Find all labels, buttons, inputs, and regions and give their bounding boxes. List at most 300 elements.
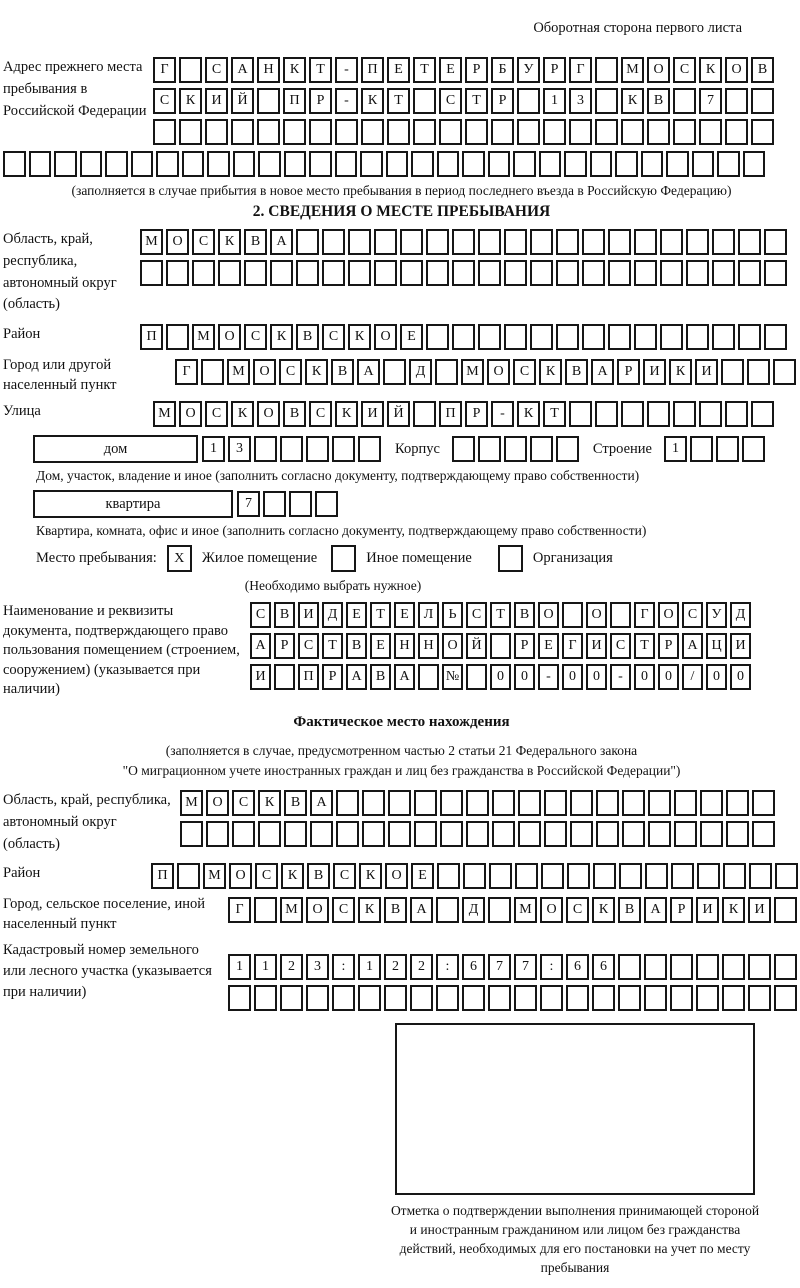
char-cell[interactable]: 1 — [228, 954, 251, 980]
char-cell[interactable] — [518, 821, 541, 847]
char-cell[interactable]: У — [517, 57, 540, 83]
char-cell[interactable]: С — [673, 57, 696, 83]
char-cell[interactable] — [439, 119, 462, 145]
char-cell[interactable]: П — [298, 664, 319, 690]
char-cell[interactable] — [644, 985, 667, 1011]
char-cell[interactable] — [360, 151, 383, 177]
char-cell[interactable]: С — [513, 359, 536, 385]
char-cell[interactable] — [504, 260, 527, 286]
char-cell[interactable] — [205, 119, 228, 145]
char-cell[interactable] — [673, 88, 696, 114]
char-cell[interactable] — [556, 324, 579, 350]
char-cell[interactable]: 0 — [658, 664, 679, 690]
char-cell[interactable]: 2 — [384, 954, 407, 980]
char-cell[interactable]: Е — [370, 633, 391, 659]
char-cell[interactable] — [400, 229, 423, 255]
char-cell[interactable]: Т — [543, 401, 566, 427]
char-cell[interactable] — [610, 602, 631, 628]
char-cell[interactable] — [388, 821, 411, 847]
char-cell[interactable] — [452, 260, 475, 286]
char-cell[interactable] — [721, 359, 744, 385]
char-cell[interactable]: : — [436, 954, 459, 980]
char-cell[interactable]: М — [280, 897, 303, 923]
char-cell[interactable] — [388, 790, 411, 816]
char-cell[interactable] — [348, 229, 371, 255]
char-cell[interactable]: В — [751, 57, 774, 83]
char-cell[interactable]: К — [361, 88, 384, 114]
char-cell[interactable] — [182, 151, 205, 177]
char-cell[interactable] — [530, 324, 553, 350]
char-cell[interactable]: Т — [465, 88, 488, 114]
char-cell[interactable] — [258, 821, 281, 847]
char-cell[interactable] — [530, 436, 553, 462]
char-cell[interactable] — [489, 863, 512, 889]
char-cell[interactable] — [738, 229, 761, 255]
char-cell[interactable] — [426, 260, 449, 286]
char-cell[interactable] — [726, 790, 749, 816]
char-cell[interactable]: Л — [418, 602, 439, 628]
char-cell[interactable]: Е — [538, 633, 559, 659]
char-cell[interactable]: Р — [514, 633, 535, 659]
char-cell[interactable]: - — [538, 664, 559, 690]
char-cell[interactable] — [570, 821, 593, 847]
char-cell[interactable] — [436, 985, 459, 1011]
char-cell[interactable] — [582, 260, 605, 286]
char-cell[interactable] — [492, 821, 515, 847]
char-cell[interactable]: : — [332, 954, 355, 980]
char-cell[interactable] — [54, 151, 77, 177]
char-cell[interactable] — [478, 260, 501, 286]
char-cell[interactable] — [764, 260, 787, 286]
char-cell[interactable]: Н — [418, 633, 439, 659]
char-cell[interactable]: С — [309, 401, 332, 427]
char-cell[interactable] — [358, 985, 381, 1011]
char-cell[interactable]: 3 — [569, 88, 592, 114]
char-cell[interactable] — [670, 985, 693, 1011]
char-cell[interactable] — [726, 821, 749, 847]
char-cell[interactable] — [504, 436, 527, 462]
char-cell[interactable] — [723, 863, 746, 889]
char-cell[interactable] — [748, 954, 771, 980]
char-cell[interactable]: М — [180, 790, 203, 816]
char-cell[interactable] — [725, 119, 748, 145]
char-cell[interactable] — [738, 324, 761, 350]
char-cell[interactable] — [647, 119, 670, 145]
char-cell[interactable] — [716, 436, 739, 462]
char-cell[interactable] — [596, 821, 619, 847]
char-cell[interactable] — [233, 151, 256, 177]
char-cell[interactable] — [179, 57, 202, 83]
char-cell[interactable] — [383, 359, 406, 385]
char-cell[interactable] — [738, 260, 761, 286]
char-cell[interactable]: К — [348, 324, 371, 350]
char-cell[interactable] — [280, 985, 303, 1011]
char-cell[interactable]: Е — [411, 863, 434, 889]
char-cell[interactable] — [518, 790, 541, 816]
char-cell[interactable] — [618, 954, 641, 980]
char-cell[interactable] — [774, 897, 797, 923]
char-cell[interactable]: О — [218, 324, 241, 350]
char-cell[interactable] — [452, 324, 475, 350]
char-cell[interactable]: Р — [274, 633, 295, 659]
char-cell[interactable]: В — [296, 324, 319, 350]
char-cell[interactable] — [541, 863, 564, 889]
char-cell[interactable]: Г — [562, 633, 583, 659]
char-cell[interactable] — [619, 863, 642, 889]
char-cell[interactable] — [539, 151, 562, 177]
char-cell[interactable] — [764, 229, 787, 255]
char-cell[interactable]: О — [306, 897, 329, 923]
char-cell[interactable]: Р — [670, 897, 693, 923]
char-cell[interactable]: К — [722, 897, 745, 923]
char-cell[interactable]: Т — [490, 602, 511, 628]
char-cell[interactable] — [306, 985, 329, 1011]
char-cell[interactable] — [232, 821, 255, 847]
char-cell[interactable] — [674, 821, 697, 847]
char-cell[interactable] — [747, 359, 770, 385]
char-cell[interactable] — [437, 863, 460, 889]
char-cell[interactable] — [490, 633, 511, 659]
char-cell[interactable]: Г — [228, 897, 251, 923]
char-cell[interactable]: 2 — [280, 954, 303, 980]
char-cell[interactable] — [608, 229, 631, 255]
char-cell[interactable] — [466, 821, 489, 847]
char-cell[interactable] — [386, 151, 409, 177]
char-cell[interactable] — [751, 119, 774, 145]
char-cell[interactable] — [462, 151, 485, 177]
char-cell[interactable]: Й — [387, 401, 410, 427]
char-cell[interactable]: В — [514, 602, 535, 628]
char-cell[interactable] — [436, 897, 459, 923]
char-cell[interactable]: В — [565, 359, 588, 385]
char-cell[interactable] — [274, 664, 295, 690]
char-cell[interactable] — [774, 985, 797, 1011]
char-cell[interactable] — [530, 229, 553, 255]
char-cell[interactable] — [201, 359, 224, 385]
char-cell[interactable] — [207, 151, 230, 177]
char-cell[interactable]: В — [274, 602, 295, 628]
char-cell[interactable]: - — [491, 401, 514, 427]
char-cell[interactable] — [634, 229, 657, 255]
char-cell[interactable]: Г — [634, 602, 655, 628]
char-cell[interactable]: А — [357, 359, 380, 385]
char-cell[interactable]: А — [682, 633, 703, 659]
char-cell[interactable] — [413, 88, 436, 114]
char-cell[interactable] — [564, 151, 587, 177]
char-cell[interactable]: Р — [322, 664, 343, 690]
char-cell[interactable]: И — [361, 401, 384, 427]
char-cell[interactable] — [504, 324, 527, 350]
char-cell[interactable] — [131, 151, 154, 177]
char-cell[interactable] — [153, 119, 176, 145]
char-cell[interactable] — [361, 119, 384, 145]
char-cell[interactable]: И — [586, 633, 607, 659]
char-cell[interactable]: 7 — [514, 954, 537, 980]
char-cell[interactable] — [530, 260, 553, 286]
char-cell[interactable]: - — [610, 664, 631, 690]
char-cell[interactable]: В — [244, 229, 267, 255]
char-cell[interactable]: С — [192, 229, 215, 255]
char-cell[interactable]: С — [250, 602, 271, 628]
char-cell[interactable] — [463, 863, 486, 889]
char-cell[interactable]: О — [257, 401, 280, 427]
char-cell[interactable]: И — [748, 897, 771, 923]
char-cell[interactable]: П — [151, 863, 174, 889]
char-cell[interactable]: Й — [466, 633, 487, 659]
char-cell[interactable] — [263, 491, 286, 517]
char-cell[interactable]: А — [310, 790, 333, 816]
char-cell[interactable] — [582, 324, 605, 350]
char-cell[interactable] — [413, 401, 436, 427]
char-cell[interactable]: С — [153, 88, 176, 114]
char-cell[interactable]: А — [270, 229, 293, 255]
char-cell[interactable] — [622, 790, 645, 816]
char-cell[interactable]: С — [566, 897, 589, 923]
char-cell[interactable]: 0 — [706, 664, 727, 690]
char-cell[interactable] — [544, 790, 567, 816]
char-cell[interactable] — [621, 119, 644, 145]
char-cell[interactable]: О — [586, 602, 607, 628]
char-cell[interactable] — [206, 821, 229, 847]
char-cell[interactable]: Т — [322, 633, 343, 659]
char-cell[interactable]: К — [179, 88, 202, 114]
char-cell[interactable] — [362, 821, 385, 847]
char-cell[interactable]: 1 — [543, 88, 566, 114]
organizaciya-checkbox[interactable] — [498, 545, 523, 572]
char-cell[interactable]: О — [374, 324, 397, 350]
char-cell[interactable] — [466, 790, 489, 816]
char-cell[interactable]: К — [335, 401, 358, 427]
char-cell[interactable] — [692, 151, 715, 177]
char-cell[interactable] — [725, 88, 748, 114]
char-cell[interactable]: Г — [569, 57, 592, 83]
char-cell[interactable] — [774, 954, 797, 980]
zhiloe-checkbox[interactable]: X — [167, 545, 192, 572]
char-cell[interactable] — [413, 119, 436, 145]
char-cell[interactable]: С — [466, 602, 487, 628]
char-cell[interactable] — [686, 229, 709, 255]
char-cell[interactable]: М — [461, 359, 484, 385]
char-cell[interactable]: Б — [491, 57, 514, 83]
char-cell[interactable] — [488, 985, 511, 1011]
char-cell[interactable]: К — [258, 790, 281, 816]
char-cell[interactable] — [384, 985, 407, 1011]
char-cell[interactable]: В — [384, 897, 407, 923]
char-cell[interactable] — [712, 229, 735, 255]
char-cell[interactable] — [418, 664, 439, 690]
char-cell[interactable]: М — [192, 324, 215, 350]
char-cell[interactable] — [648, 821, 671, 847]
char-cell[interactable]: Е — [394, 602, 415, 628]
char-cell[interactable] — [231, 119, 254, 145]
char-cell[interactable] — [310, 821, 333, 847]
char-cell[interactable]: К — [270, 324, 293, 350]
char-cell[interactable]: Н — [257, 57, 280, 83]
char-cell[interactable]: С — [610, 633, 631, 659]
char-cell[interactable]: О — [487, 359, 510, 385]
char-cell[interactable]: И — [643, 359, 666, 385]
char-cell[interactable] — [712, 324, 735, 350]
char-cell[interactable]: В — [370, 664, 391, 690]
char-cell[interactable]: : — [540, 954, 563, 980]
char-cell[interactable]: 0 — [562, 664, 583, 690]
char-cell[interactable] — [254, 985, 277, 1011]
char-cell[interactable]: П — [439, 401, 462, 427]
char-cell[interactable] — [192, 260, 215, 286]
char-cell[interactable]: 7 — [237, 491, 260, 517]
char-cell[interactable] — [426, 324, 449, 350]
char-cell[interactable] — [700, 790, 723, 816]
char-cell[interactable] — [488, 151, 511, 177]
char-cell[interactable]: 6 — [566, 954, 589, 980]
char-cell[interactable] — [29, 151, 52, 177]
char-cell[interactable]: Т — [309, 57, 332, 83]
char-cell[interactable] — [440, 790, 463, 816]
char-cell[interactable] — [615, 151, 638, 177]
char-cell[interactable] — [504, 229, 527, 255]
char-cell[interactable]: Р — [658, 633, 679, 659]
char-cell[interactable]: 3 — [228, 436, 251, 462]
char-cell[interactable]: 6 — [592, 954, 615, 980]
char-cell[interactable] — [540, 985, 563, 1011]
char-cell[interactable]: С — [322, 324, 345, 350]
char-cell[interactable] — [556, 436, 579, 462]
char-cell[interactable] — [257, 88, 280, 114]
char-cell[interactable]: - — [335, 57, 358, 83]
char-cell[interactable]: О — [253, 359, 276, 385]
char-cell[interactable]: С — [332, 897, 355, 923]
char-cell[interactable] — [296, 260, 319, 286]
char-cell[interactable] — [309, 119, 332, 145]
char-cell[interactable]: М — [140, 229, 163, 255]
char-cell[interactable] — [322, 260, 345, 286]
char-cell[interactable] — [712, 260, 735, 286]
char-cell[interactable] — [435, 359, 458, 385]
char-cell[interactable] — [671, 863, 694, 889]
char-cell[interactable]: Р — [309, 88, 332, 114]
char-cell[interactable] — [517, 119, 540, 145]
char-cell[interactable] — [618, 985, 641, 1011]
char-cell[interactable] — [700, 821, 723, 847]
char-cell[interactable]: И — [250, 664, 271, 690]
char-cell[interactable]: А — [231, 57, 254, 83]
char-cell[interactable] — [284, 151, 307, 177]
char-cell[interactable]: 0 — [730, 664, 751, 690]
char-cell[interactable] — [566, 985, 589, 1011]
char-cell[interactable]: 1 — [254, 954, 277, 980]
char-cell[interactable] — [289, 491, 312, 517]
char-cell[interactable] — [752, 821, 775, 847]
char-cell[interactable]: Т — [413, 57, 436, 83]
char-cell[interactable] — [697, 863, 720, 889]
char-cell[interactable] — [690, 436, 713, 462]
char-cell[interactable] — [437, 151, 460, 177]
char-cell[interactable]: О — [442, 633, 463, 659]
char-cell[interactable] — [696, 954, 719, 980]
char-cell[interactable] — [569, 119, 592, 145]
char-cell[interactable]: В — [618, 897, 641, 923]
char-cell[interactable] — [257, 119, 280, 145]
char-cell[interactable]: С — [205, 57, 228, 83]
char-cell[interactable] — [336, 790, 359, 816]
char-cell[interactable]: Ц — [706, 633, 727, 659]
char-cell[interactable] — [322, 229, 345, 255]
char-cell[interactable] — [478, 324, 501, 350]
char-cell[interactable] — [722, 985, 745, 1011]
char-cell[interactable]: Т — [387, 88, 410, 114]
char-cell[interactable]: М — [621, 57, 644, 83]
char-cell[interactable] — [622, 821, 645, 847]
char-cell[interactable]: С — [682, 602, 703, 628]
char-cell[interactable]: - — [335, 88, 358, 114]
char-cell[interactable]: О — [229, 863, 252, 889]
char-cell[interactable] — [280, 436, 303, 462]
char-cell[interactable] — [544, 821, 567, 847]
char-cell[interactable] — [414, 790, 437, 816]
char-cell[interactable]: В — [647, 88, 670, 114]
char-cell[interactable] — [358, 436, 381, 462]
char-cell[interactable] — [166, 324, 189, 350]
char-cell[interactable] — [660, 324, 683, 350]
char-cell[interactable] — [105, 151, 128, 177]
char-cell[interactable] — [488, 897, 511, 923]
char-cell[interactable] — [673, 401, 696, 427]
char-cell[interactable] — [660, 260, 683, 286]
char-cell[interactable] — [374, 260, 397, 286]
char-cell[interactable]: О — [538, 602, 559, 628]
char-cell[interactable] — [647, 401, 670, 427]
char-cell[interactable]: К — [699, 57, 722, 83]
char-cell[interactable] — [621, 401, 644, 427]
char-cell[interactable] — [699, 119, 722, 145]
char-cell[interactable]: А — [410, 897, 433, 923]
char-cell[interactable]: Р — [617, 359, 640, 385]
char-cell[interactable]: Й — [231, 88, 254, 114]
char-cell[interactable]: Р — [543, 57, 566, 83]
char-cell[interactable] — [699, 401, 722, 427]
char-cell[interactable] — [717, 151, 740, 177]
char-cell[interactable]: П — [283, 88, 306, 114]
char-cell[interactable] — [491, 119, 514, 145]
char-cell[interactable]: О — [206, 790, 229, 816]
char-cell[interactable]: Е — [387, 57, 410, 83]
char-cell[interactable]: О — [647, 57, 670, 83]
char-cell[interactable] — [596, 790, 619, 816]
char-cell[interactable] — [465, 119, 488, 145]
char-cell[interactable] — [414, 821, 437, 847]
char-cell[interactable] — [764, 324, 787, 350]
char-cell[interactable] — [670, 954, 693, 980]
char-cell[interactable] — [284, 821, 307, 847]
char-cell[interactable] — [570, 790, 593, 816]
char-cell[interactable] — [686, 260, 709, 286]
char-cell[interactable] — [592, 985, 615, 1011]
char-cell[interactable]: Р — [465, 401, 488, 427]
char-cell[interactable]: К — [281, 863, 304, 889]
char-cell[interactable] — [773, 359, 796, 385]
char-cell[interactable] — [335, 119, 358, 145]
char-cell[interactable]: 0 — [514, 664, 535, 690]
char-cell[interactable] — [582, 229, 605, 255]
inoe-checkbox[interactable] — [331, 545, 356, 572]
char-cell[interactable]: В — [284, 790, 307, 816]
char-cell[interactable] — [387, 119, 410, 145]
char-cell[interactable]: 7 — [488, 954, 511, 980]
char-cell[interactable]: Д — [409, 359, 432, 385]
char-cell[interactable]: Д — [322, 602, 343, 628]
char-cell[interactable] — [466, 664, 487, 690]
char-cell[interactable]: Д — [462, 897, 485, 923]
